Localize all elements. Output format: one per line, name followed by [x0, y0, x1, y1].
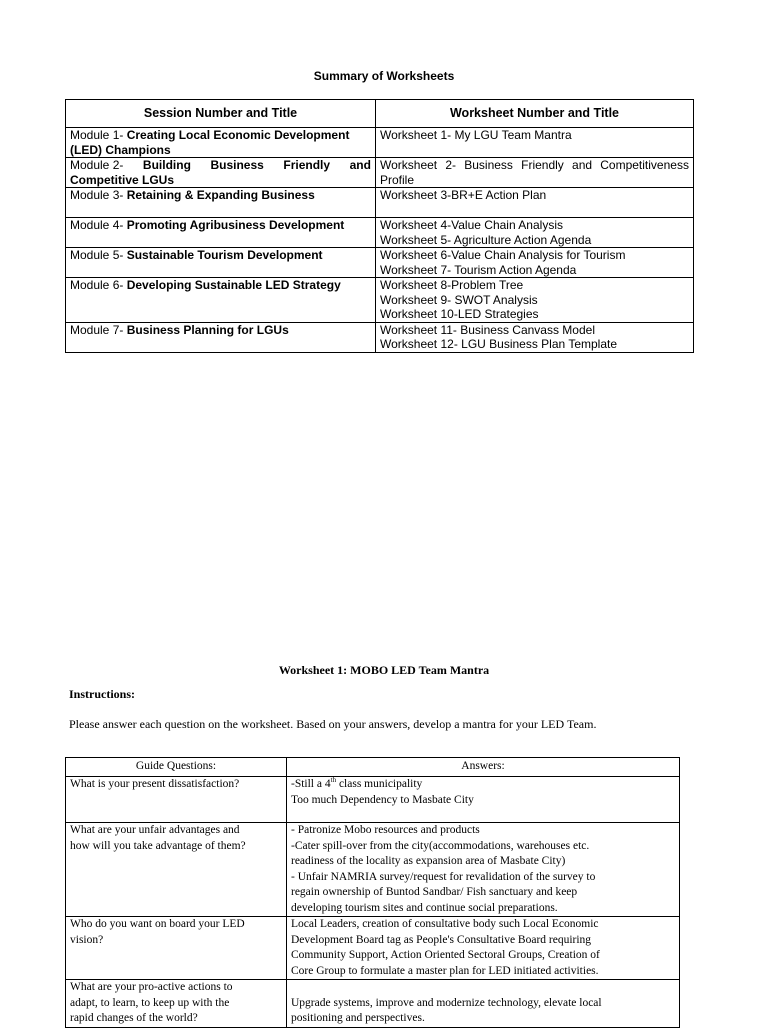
- module-title: Promoting Agribusiness Development: [126, 218, 345, 232]
- summary-row: [66, 218, 694, 248]
- summary-row: [66, 188, 694, 218]
- worksheet-entry: Worksheet 2- Business Friendly and Competitiveness: [380, 158, 689, 172]
- question-text: What is your present dissatisfaction?: [70, 778, 240, 790]
- worksheet1-title: Worksheet 1: MOBO LED Team Mantra: [278, 663, 490, 677]
- worksheet-cell: [376, 128, 694, 158]
- session-header: Session Number and Title: [66, 100, 376, 128]
- answer-cell: [287, 917, 680, 980]
- answer-text: Community Support, Action Oriented Sectoral Groups, Creation of: [291, 949, 600, 961]
- module-title-justified: Module 2- Building Business Friendly and: [70, 158, 371, 172]
- summary-row: [66, 158, 694, 188]
- mantra-row: [66, 823, 680, 917]
- summary-row: [66, 322, 694, 352]
- question-text: rapid changes of the world?: [70, 1012, 198, 1024]
- answer-text: - Unfair NAMRIA survey/request for revalidation of the survey to: [291, 870, 596, 883]
- module-title-cont: Competitive LGUs: [70, 172, 175, 187]
- session-cell: [66, 158, 376, 188]
- summary-row: [66, 128, 694, 158]
- module-title: Retaining & Expanding Business: [126, 188, 315, 202]
- session-cell: [66, 278, 376, 323]
- worksheet-cell: [376, 278, 694, 323]
- worksheet-cell: [376, 218, 694, 248]
- answer-cell: [287, 980, 680, 1028]
- answer-text: -Cater spill-over from the city(accommodations, warehouses etc.: [291, 839, 590, 852]
- worksheet-entry: Worksheet 6-Value Chain Analysis for Tourism: [380, 248, 626, 262]
- worksheet-entry: Worksheet 11- Business Canvass Model: [380, 322, 595, 337]
- worksheet-cell: [376, 188, 694, 218]
- answer-text: regain ownership of Buntod Sandbar/ Fish sanctuary and keep: [291, 886, 578, 898]
- answer-cell: [287, 777, 680, 823]
- module-label: Module 5-: [70, 248, 124, 262]
- module-label: Module 3-: [70, 188, 124, 202]
- answer-cell: [287, 823, 680, 917]
- question-text: Who do you want on board your LED: [70, 918, 245, 930]
- worksheet-cell: [376, 158, 694, 188]
- question-text: adapt, to learn, to keep up with the: [70, 996, 230, 1009]
- worksheet-entry-cont: Profile: [380, 172, 415, 187]
- answer-text: Core Group to formulate a master plan for LED initiated activities.: [291, 964, 599, 977]
- session-cell: [66, 128, 376, 158]
- answers-header: Answers:: [287, 758, 680, 777]
- worksheet-cell: [376, 322, 694, 352]
- guide-questions-header: Guide Questions:: [66, 758, 287, 777]
- mantra-table: [65, 757, 680, 1028]
- summary-row: [66, 278, 694, 323]
- answer-spacer: [291, 980, 675, 996]
- module-label: Module 6-: [70, 278, 124, 292]
- module-title: Business Planning for LGUs: [126, 322, 289, 337]
- summary-header-row: [66, 100, 694, 128]
- session-cell: [66, 188, 376, 218]
- worksheet-entry: Worksheet 1- My LGU Team Mantra: [380, 128, 572, 142]
- answer-text: positioning and perspectives.: [291, 1012, 425, 1024]
- answer-text: Upgrade systems, improve and modernize technology, elevate local: [291, 996, 602, 1009]
- mantra-row: [66, 777, 680, 823]
- module-title: Sustainable Tourism Development: [126, 248, 323, 262]
- session-cell: [66, 218, 376, 248]
- mantra-header-row: [66, 758, 680, 777]
- worksheet-entry: Worksheet 9- SWOT Analysis: [380, 292, 538, 307]
- worksheet-entry: Worksheet 7- Tourism Action Agenda: [380, 262, 577, 277]
- instructions-heading: Instructions:: [69, 687, 136, 701]
- worksheet-entry: Worksheet 5- Agriculture Action Agenda: [380, 232, 592, 247]
- session-cell: [66, 248, 376, 278]
- answer-text: Too much Dependency to Masbate City: [291, 793, 474, 806]
- answer-text: - Patronize Mobo resources and products: [291, 824, 480, 836]
- answer-text: -Still a 4th class municipality: [291, 776, 423, 790]
- mantra-row: [66, 980, 680, 1028]
- module-title: Developing Sustainable LED Strategy: [126, 278, 341, 292]
- worksheet-header: Worksheet Number and Title: [376, 100, 694, 128]
- worksheet-entry: Worksheet 4-Value Chain Analysis: [380, 218, 563, 232]
- question-cell: [66, 777, 287, 823]
- module-title-cont: (LED) Champions: [70, 142, 171, 157]
- question-text: What are your unfair advantages and: [70, 824, 240, 836]
- module-label: Module 4-: [70, 218, 124, 232]
- module-label: Module 7-: [70, 322, 124, 337]
- instructions-text: Please answer each question on the worksheet. Based on your answers, develop a mantra for your LED Team.: [69, 717, 597, 731]
- answer-text: readiness of the locality as expansion area of Masbate City): [291, 855, 566, 867]
- mantra-row: [66, 917, 680, 980]
- summary-row: [66, 248, 694, 278]
- worksheet-entry: Worksheet 10-LED Strategies: [380, 307, 539, 321]
- module-title: Creating Local Economic Development: [126, 128, 350, 142]
- question-text: vision?: [70, 933, 104, 946]
- summary-title: Summary of Worksheets: [313, 69, 455, 83]
- question-cell: [66, 980, 287, 1028]
- question-text: What are your pro-active actions to: [70, 981, 233, 993]
- worksheet-entry: Worksheet 3-BR+E Action Plan: [380, 188, 547, 202]
- answer-text: Development Board tag as People's Consultative Board requiring: [291, 933, 592, 946]
- session-cell: [66, 322, 376, 352]
- question-cell: [66, 823, 287, 917]
- worksheet-entry: Worksheet 12- LGU Business Plan Template: [380, 337, 618, 351]
- question-text: how will you take advantage of them?: [70, 839, 246, 852]
- module-label: Module 2-: [70, 158, 124, 172]
- question-cell: [66, 917, 287, 980]
- answer-text: Local Leaders, creation of consultative body such Local Economic: [291, 918, 599, 930]
- worksheet-cell: [376, 248, 694, 278]
- worksheet-entry: Worksheet 8-Problem Tree: [380, 278, 524, 292]
- summary-table: [65, 99, 694, 353]
- answer-text: developing tourism sites and continue social preparations.: [291, 901, 558, 914]
- module-label: Module 1-: [70, 128, 124, 142]
